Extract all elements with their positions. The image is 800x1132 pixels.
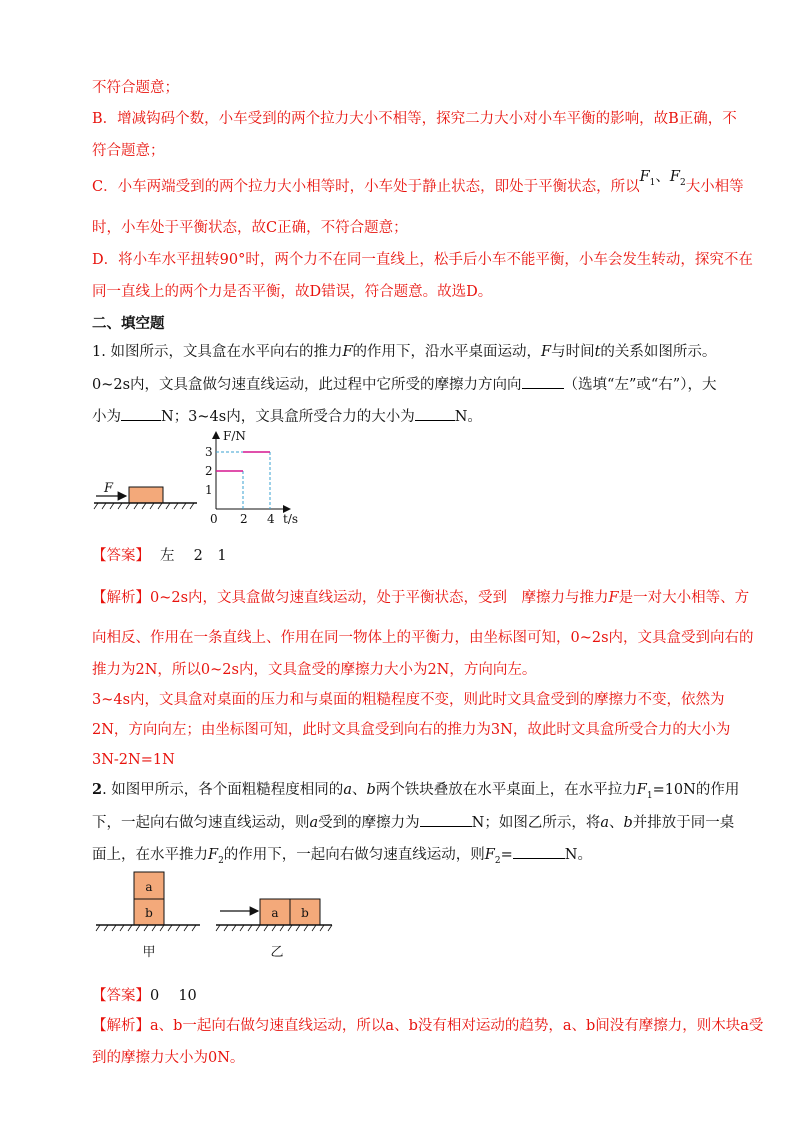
- table-hatching: [94, 503, 194, 509]
- q2-blocks-figure: [92, 870, 342, 964]
- y-tick-label: 3: [205, 445, 213, 459]
- block-a-label: a: [145, 880, 153, 894]
- q1-answer: 【答案】 左 2 1: [92, 548, 227, 564]
- table-hatching: [96, 925, 196, 931]
- x-tick-label: 2: [240, 512, 248, 526]
- q1-stem-line: 小为 N；3~4s内，文具盒所受合力的大小为 N。: [92, 406, 482, 427]
- q1-analysis-line: 3N-2N=1N: [92, 752, 175, 768]
- answer-blank: [513, 844, 565, 859]
- q2-analysis-line: 【解析】a、b一起向右做匀速直线运动，所以a、b没有相对运动的趋势，a、b间没有摩擦力，则木块a受: [92, 1018, 764, 1034]
- q2-analysis-line: 到的摩擦力大小为0N。: [92, 1050, 245, 1066]
- origin-label: 0: [210, 512, 218, 526]
- explanation-line: 同一直线上的两个力是否平衡，故D错误，符合题意。故选D。: [92, 284, 493, 300]
- y-tick-label: 1: [205, 483, 213, 497]
- figure-caption-yi: 乙: [270, 945, 284, 960]
- q1-stem-line: 1. 如图所示，文具盒在水平向右的推力F的作用下，沿水平桌面运动，F与时间t的关系如图所示。: [92, 344, 717, 360]
- explanation-line: 时，小车处于平衡状态，故C正确，不符合题意；: [92, 220, 408, 236]
- block-a-label: a: [271, 906, 279, 920]
- y-axis-label: F/N: [223, 429, 246, 443]
- q1-analysis-line: 推力为2N，所以0~2s内，文具盒受的摩擦力大小为2N，方向向左。: [92, 662, 537, 678]
- explanation-line: 符合题意；: [92, 143, 165, 159]
- figure-caption-jia: 甲: [142, 945, 156, 960]
- explanation-line: 不符合题意；: [92, 80, 179, 96]
- explanation-line: C．小车两端受到的两个拉力大小相等时，小车处于静止状态，即处于平衡状态，所以$F_1$、$F_2$大小相等: [92, 169, 744, 195]
- force-time-graph: [196, 424, 306, 528]
- answer-blank: [522, 374, 564, 389]
- answer-blank: [420, 812, 472, 827]
- table-hatching: [216, 925, 332, 931]
- q2-stem-line: 2. 如图甲所示，各个面粗糙程度相同的a、b两个铁块叠放在水平桌面上，在水平拉力$F_1=10N$的作用: [92, 781, 740, 801]
- answer-blank: [415, 406, 455, 421]
- q2-stem-line: 下，一起向右做匀速直线运动，则a受到的摩擦力为 N；如图乙所示，将a、b并排放于同一桌: [92, 812, 734, 833]
- block-b-label: b: [145, 906, 153, 920]
- stationery-box: [129, 487, 163, 503]
- x-axis-label: t/s: [283, 512, 299, 526]
- x-tick-label: 4: [267, 512, 275, 526]
- section-title: 二、填空题: [92, 315, 165, 332]
- q1-stem-line: 0~2s内，文具盒做匀速直线运动，此过程中它所受的摩擦力方向向 （选填“左”或“右”），大: [92, 374, 716, 395]
- answer-blank: [121, 406, 161, 421]
- q1-analysis-line: 向相反、作用在一条直线上、作用在同一物体上的平衡力，由坐标图可知，0~2s内，文具盒受到向右的: [92, 630, 754, 646]
- q2-answer: 【答案】0 10: [92, 988, 197, 1004]
- q1-analysis-line: 【解析】0~2s内，文具盒做匀速直线运动，处于平衡状态，受到 摩擦力与推力F是一对大小相等、方: [92, 590, 750, 606]
- q1-box-figure: [92, 478, 202, 518]
- block-b-label: b: [301, 906, 309, 920]
- explanation-line: B．增减钩码个数，小车受到的两个拉力大小不相等，探究二力大小对小车平衡的影响，故B正确，不: [92, 111, 737, 127]
- push-force-label: F: [104, 481, 114, 496]
- q2-stem-line: 面上，在水平推力$F_2$的作用下，一起向右做匀速直线运动，则$F_2= N$。: [92, 844, 592, 871]
- explanation-line: D．将小车水平扭转90°时，两个力不在同一直线上，松手后小车不能平衡，小车会发生转动，探究不在: [92, 252, 753, 268]
- q1-analysis-line: 3~4s内，文具盒对桌面的压力和与桌面的粗糙程度不变，则此时文具盒受到的摩擦力不变，依然为: [92, 692, 725, 708]
- y-tick-label: 2: [205, 464, 213, 478]
- q1-analysis-line: 2N，方向向左；由坐标图可知，此时文具盒受到向右的推力为3N，故此时文具盒所受合力的大小为: [92, 722, 731, 738]
